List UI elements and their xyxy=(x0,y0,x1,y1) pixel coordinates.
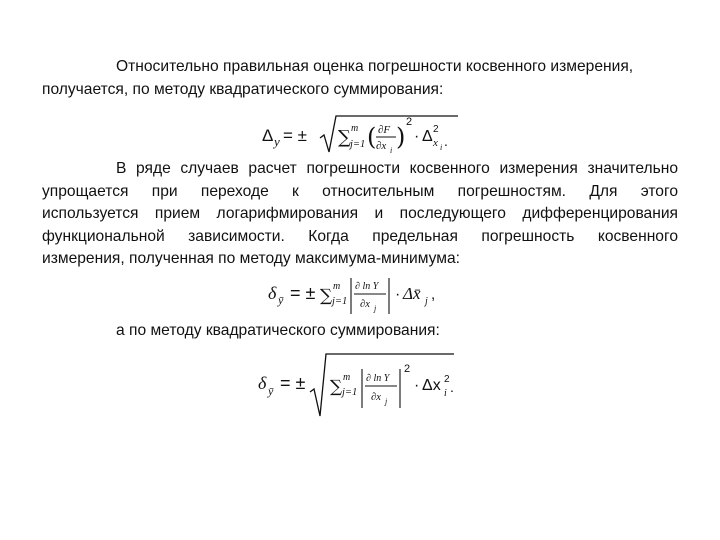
formula-1-deriv-num: ∂F xyxy=(378,124,391,136)
formula-1 xyxy=(250,112,480,158)
formula-3-end: . xyxy=(450,379,454,395)
formula-2-delta: Δx̄ xyxy=(403,284,421,303)
formula-3-lhs-sub: ȳ xyxy=(268,384,274,398)
formula-1-eq-pm: = ± xyxy=(283,126,307,145)
formula-1-end: . xyxy=(444,133,448,149)
formula-1-deriv-den-sub: i xyxy=(390,146,393,155)
formula-3-deriv-den-sub: j xyxy=(385,397,388,406)
formula-3-eq-pm: = ± xyxy=(280,373,306,393)
paragraph-2-line-5: измерения, полученная по методу максимума-минимума: xyxy=(42,250,461,267)
formula-3-sum: ∑ xyxy=(330,377,343,397)
formula-1-power: 2 xyxy=(406,116,413,128)
formula-1-open-paren: ( xyxy=(367,123,377,151)
formula-3-delta-sub: i xyxy=(444,388,447,399)
formula-1-deriv-den: ∂x xyxy=(376,140,387,152)
formula-2-lhs: δ xyxy=(268,283,277,303)
paragraph-1 xyxy=(42,56,678,101)
paragraph-1-line-2: получается, по методу квадратического суммирования: xyxy=(42,80,444,98)
paragraph-2-line-4: функциональной зависимости. Когда предельная погрешность косвенного xyxy=(42,227,678,245)
formula-1-lhs: Δ xyxy=(262,126,274,145)
paragraph-2-line-2: упрощается при переходе к относительным погрешностям. Для этого xyxy=(42,182,678,200)
formula-1-lhs-sub: y xyxy=(274,134,280,149)
formula-3-sum-upper: m xyxy=(343,372,351,383)
paragraph-2-line-1: В ряде случаев расчет погрешности косвенного измерения значительно xyxy=(116,160,678,177)
formula-1-dot: · xyxy=(414,128,420,145)
formula-1-sum-lower: j=1 xyxy=(350,139,366,150)
formula-1-sum: ∑ xyxy=(338,127,351,148)
formula-1-sum-upper: m xyxy=(351,123,359,134)
formula-3 xyxy=(252,352,482,420)
paragraph-1-line-1: Относительно правильная оценка погрешности косвенного измерения, xyxy=(116,58,634,75)
formula-2-end: , xyxy=(431,286,436,303)
formula-2-eq-pm: = ± xyxy=(290,283,316,303)
formula-2-delta-sub: j xyxy=(425,296,428,307)
formula-2-sum: ∑ xyxy=(320,286,333,306)
formula-3-dot: · xyxy=(414,377,420,394)
paragraph-2-line-3: используется прием логарифмирования и последующего дифференцирования xyxy=(42,205,678,222)
formula-3-deriv-num: ∂ ln Y xyxy=(366,373,390,384)
formula-2-sum-upper: m xyxy=(333,281,341,292)
paragraph-3-line-1: а по методу квадратического суммирования: xyxy=(116,322,440,339)
formula-2 xyxy=(262,276,462,318)
paragraph-2 xyxy=(42,158,678,271)
formula-3-power: 2 xyxy=(404,363,411,375)
formula-2-deriv-num: ∂ ln Y xyxy=(355,281,379,292)
formula-3-delta-power: 2 xyxy=(444,374,450,385)
formula-3-sum-lower: j=1 xyxy=(342,387,358,398)
formula-2-dot: · xyxy=(395,286,401,303)
formula-3-delta: Δx xyxy=(422,377,441,394)
formula-1-delta: Δ xyxy=(422,128,433,145)
formula-2-deriv-den: ∂x xyxy=(360,299,370,310)
formula-3-lhs: δ xyxy=(258,373,267,393)
paragraph-3 xyxy=(42,320,678,343)
formula-3-deriv-den: ∂x xyxy=(371,392,381,403)
formula-1-delta-power: 2 xyxy=(433,124,439,135)
formula-1-close-paren: ) xyxy=(396,123,406,151)
formula-2-deriv-den-sub: j xyxy=(374,304,377,313)
formula-1-delta-sub-sub: i xyxy=(440,143,443,152)
formula-2-lhs-sub: ȳ xyxy=(278,293,284,307)
formula-1-delta-sub: x xyxy=(433,137,438,149)
formula-2-sum-lower: j=1 xyxy=(332,296,348,307)
